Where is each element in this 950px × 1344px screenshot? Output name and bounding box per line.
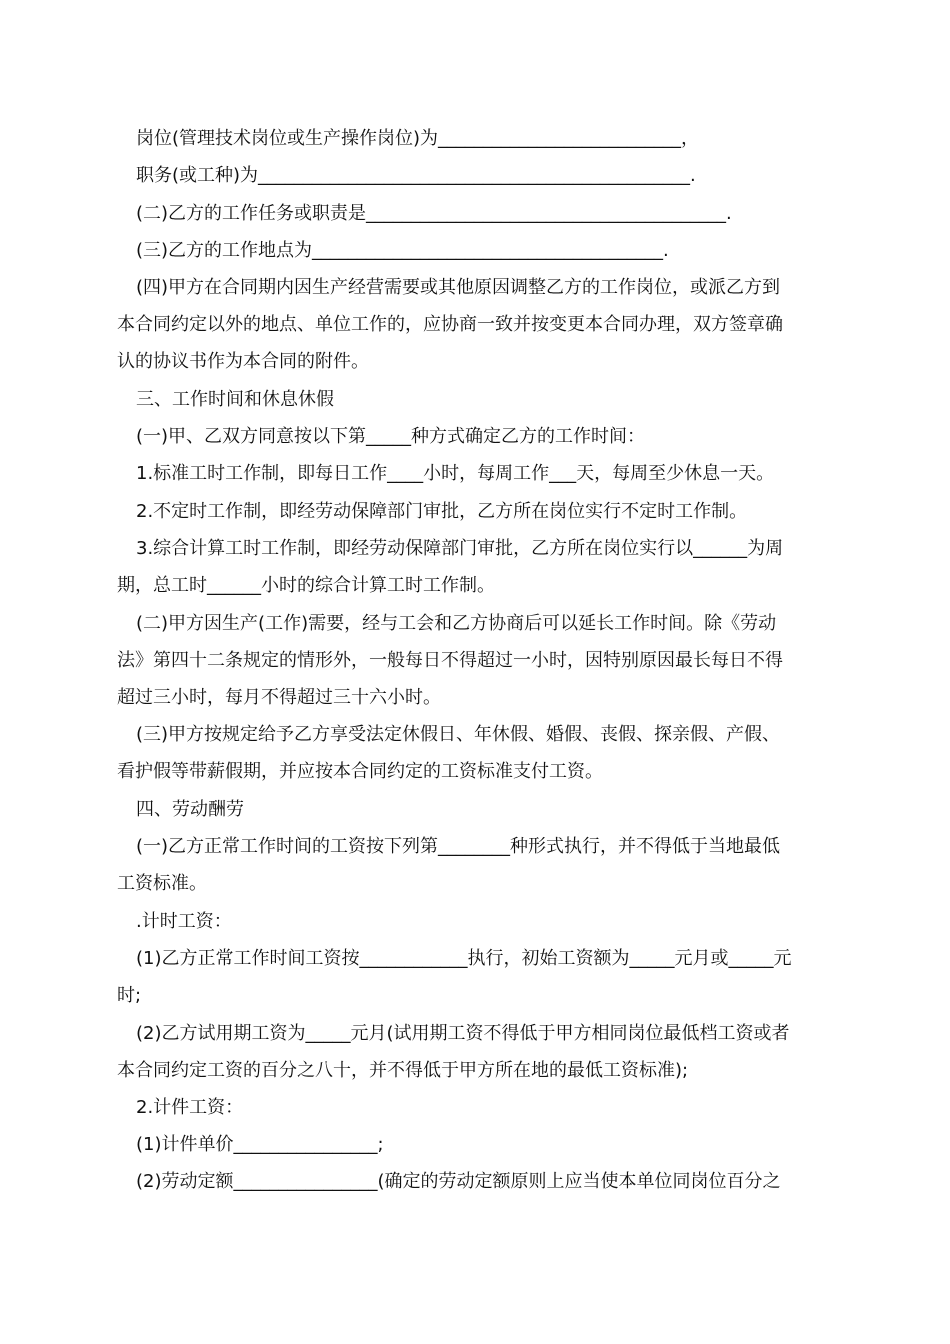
text-line: (二)甲方因生产(工作)需要，经与工会和乙方协商后可以延长工作时间。除《劳动 — [136, 613, 777, 634]
text-line: (三)乙方的工作地点为_______________________________________. — [136, 240, 669, 261]
text-line: 认的协议书作为本合同的附件。 — [117, 351, 369, 372]
text-line: 看护假等带薪假期，并应按本合同约定的工资标准支付工资。 — [117, 761, 603, 782]
section-heading: 三、工作时间和休息休假 — [136, 389, 334, 410]
text-line: 2.计件工资： — [136, 1097, 244, 1118]
text-line: 1.标准工时工作制，即每日工作____小时，每周工作___天，每周至少休息一天。 — [136, 463, 775, 484]
text-line: 本合同约定以外的地点、单位工作的，应协商一致并按变更本合同办理，双方签章确 — [117, 314, 783, 335]
text-line: 超过三小时，每月不得超过三十六小时。 — [117, 687, 441, 708]
text-line: 3.综合计算工时工作制，即经劳动保障部门审批，乙方所在岗位实行以______为周 — [136, 538, 784, 559]
text-line: (2)劳动定额________________(确定的劳动定额原则上应当使本单位同岗位百分之 — [136, 1171, 781, 1192]
text-line: (1)乙方正常工作时间工资按____________执行，初始工资额为_____元月或_____元 — [136, 948, 792, 969]
text-line: 岗位(管理技术岗位或生产操作岗位)为___________________________， — [136, 128, 700, 149]
text-line: (二)乙方的工作任务或职责是________________________________________. — [136, 203, 732, 224]
text-line: 时; — [117, 985, 142, 1006]
text-line: 本合同约定工资的百分之八十，并不得低于甲方所在地的最低工资标准); — [117, 1060, 689, 1081]
text-line: (三)甲方按规定给予乙方享受法定休假日、年休假、婚假、丧假、探亲假、产假、 — [136, 724, 781, 745]
text-line: (一)乙方正常工作时间的工资按下列第________种形式执行，并不得低于当地最低 — [136, 836, 781, 857]
text-line: 工资标准。 — [117, 873, 207, 894]
text-line: (四)甲方在合同期内因生产经营需要或其他原因调整乙方的工作岗位，或派乙方到 — [136, 277, 781, 298]
text-line: (1)计件单价________________; — [136, 1134, 384, 1155]
text-line: .计时工资： — [136, 911, 232, 932]
text-line: 期，总工时______小时的综合计算工时工作制。 — [117, 575, 495, 596]
section-heading: 四、劳动酬劳 — [136, 799, 244, 820]
text-line: 2.不定时工作制，即经劳动保障部门审批，乙方所在岗位实行不定时工作制。 — [136, 501, 748, 522]
text-line: 法》第四十二条规定的情形外，一般每日不得超过一小时，因特别原因最长每日不得 — [117, 650, 783, 671]
text-line: (2)乙方试用期工资为_____元月(试用期工资不得低于甲方相同岗位最低档工资或者 — [136, 1023, 790, 1044]
text-line: (一)甲、乙双方同意按以下第_____种方式确定乙方的工作时间： — [136, 426, 646, 447]
text-line: 职务(或工种)为________________________________________________. — [136, 165, 696, 186]
